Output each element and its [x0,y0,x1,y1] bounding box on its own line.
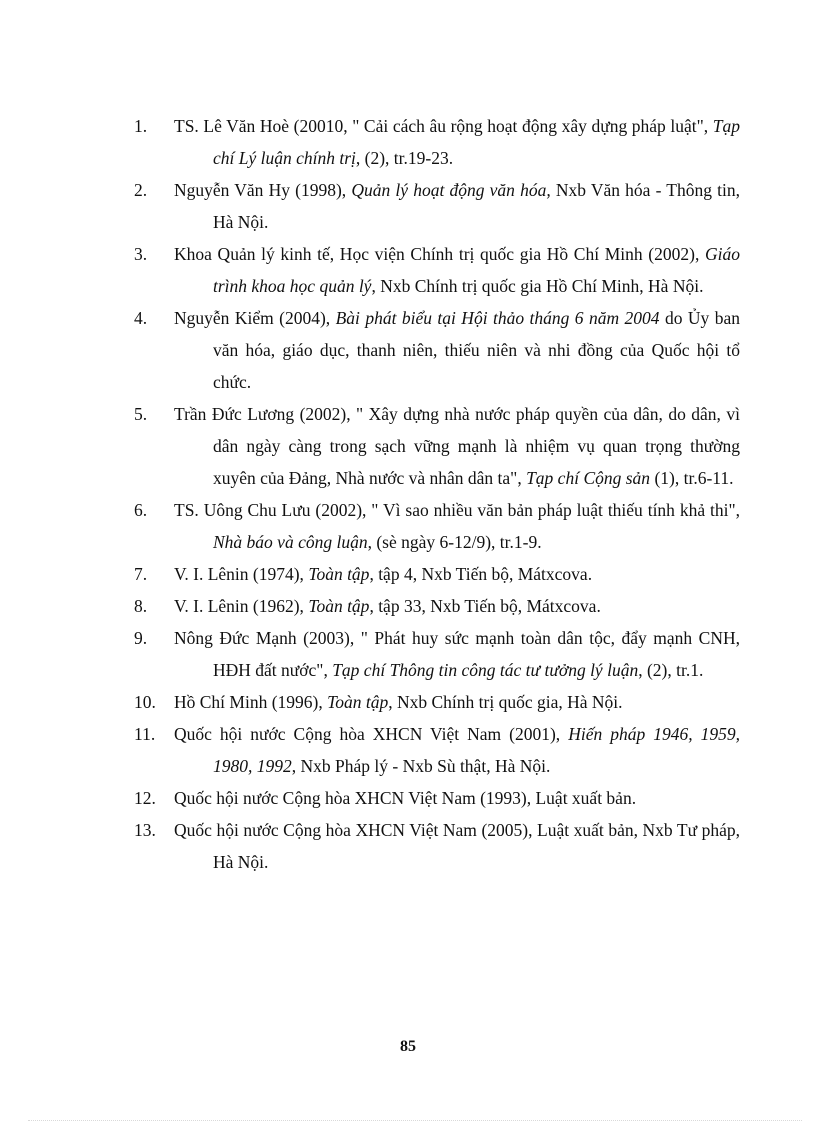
reference-number: 10. [134,692,156,712]
reference-item [0,590,816,622]
reference-title: Tạp chí Thông tin công tác tư tưởng lý luận [332,660,639,680]
reference-item [0,174,816,238]
reference-item [0,558,816,590]
reference-text [174,238,740,302]
reference-text [174,174,740,238]
reference-segment: TS. Uông Chu Lưu (2002), " Vì sao nhiều văn bản pháp luật thiếu tính khả thi", [174,500,740,520]
reference-title: Hiến pháp 1946, 1959, 1980, 1992 [213,724,740,776]
reference-text [174,558,740,590]
reference-segment: (1), tr.6-11. [650,468,734,488]
reference-segment: , (2), tr.19-23. [355,148,454,168]
reference-number: 1. [134,116,148,136]
reference-text [174,590,740,622]
reference-text [174,398,740,494]
reference-segment: , tập 4, Nxb Tiến bộ, Mátxcova. [369,564,593,584]
reference-text [174,814,740,878]
reference-number: 9. [134,628,148,648]
reference-title: Tạp chí Cộng sản [526,468,651,488]
reference-number: 4. [134,308,148,328]
reference-item [0,110,816,174]
reference-number: 7. [134,564,148,584]
reference-segment: Hồ Chí Minh (1996), [174,692,328,712]
reference-segment: Khoa Quản lý kinh tế, Học viện Chính trị quốc gia Hồ Chí Minh (2002), [174,244,705,264]
reference-number: 11. [134,724,156,744]
reference-item [0,494,816,558]
reference-title: Quản lý hoạt động văn hóa, [351,180,551,200]
reference-segment: Nông Đức Mạnh (2003), " Phát huy sức mạnh toàn dân tộc, đẩy mạnh CNH, HĐH đất nước", [174,628,740,680]
reference-segment: TS. Lê Văn Hoè (20010, " Cải cách âu rộng hoạt động xây dựng pháp luật", [174,116,713,136]
reference-title: Tạp chí Lý luận chính trị [213,116,740,168]
reference-segment: Quốc hội nước Cộng hòa XHCN Việt Nam (2005), Luật xuất bản, Nxb Tư pháp, Hà Nội. [174,820,740,872]
reference-text [174,110,740,174]
reference-number: 12. [134,788,156,808]
reference-segment: , (sè ngày 6-12/9), tr.1-9. [367,532,542,552]
reference-text [174,782,740,814]
reference-segment: , Nxb Chính trị quốc gia Hồ Chí Minh, Hà Nội. [371,276,704,296]
reference-title: Toàn tập [308,596,370,616]
reference-text [174,686,740,718]
reference-item [0,782,816,814]
reference-title: Bài phát biểu tại Hội thảo tháng 6 năm 2004 [335,308,660,328]
reference-item [0,814,816,878]
reference-segment: V. I. Lênin (1974), [174,564,309,584]
reference-segment: Nguyễn Văn Hy (1998), [174,180,352,200]
reference-number: 8. [134,596,148,616]
reference-title: Toàn tập [308,564,370,584]
reference-segment: , Nxb Chính trị quốc gia, Hà Nội. [388,692,623,712]
reference-item [0,302,816,398]
reference-segment: Nxb Văn hóa - Thông tin, Hà Nội. [213,180,740,232]
reference-segment: , Nxb Pháp lý - Nxb Sù thật, Hà Nội. [291,756,551,776]
page-number: 85 [400,1038,416,1055]
reference-item [0,622,816,686]
reference-text [174,494,740,558]
reference-list [0,110,816,878]
reference-text [174,302,740,398]
reference-number: 2. [134,180,148,200]
reference-segment: Quốc hội nước Cộng hòa XHCN Việt Nam (2001), [174,724,569,744]
reference-title: Toàn tập [327,692,389,712]
reference-number: 3. [134,244,148,264]
reference-title: Nhà báo và công luận [213,532,368,552]
reference-segment: , (2), tr.1. [638,660,704,680]
reference-number: 13. [134,820,156,840]
reference-item [0,718,816,782]
reference-number: 6. [134,500,148,520]
reference-item [0,398,816,494]
reference-number: 5. [134,404,148,424]
reference-item [0,686,816,718]
reference-segment: V. I. Lênin (1962), [174,596,309,616]
reference-item [0,238,816,302]
reference-text [174,718,740,782]
reference-segment: Quốc hội nước Cộng hòa XHCN Việt Nam (1993), Luật xuất bản. [174,788,637,808]
reference-segment: , tập 33, Nxb Tiến bộ, Mátxcova. [369,596,601,616]
reference-segment: Trần Đức Lương (2002), " Xây dựng nhà nước pháp quyền của dân, do dân, vì dân ngày càng trong sạch vững mạnh là nhiệm vụ quan trọng thường xuyên của Đảng, Nhà nước và nhân dân ta", [174,404,740,488]
reference-title: Giáo trình khoa học quản lý [213,244,740,296]
reference-segment: do Ủy ban văn hóa, giáo dục, thanh niên, thiếu niên và nhi đồng của Quốc hội tổ chức. [213,308,740,392]
reference-text [174,622,740,686]
footer-divider [28,1120,802,1121]
reference-segment: Nguyễn Kiểm (2004), [174,308,336,328]
